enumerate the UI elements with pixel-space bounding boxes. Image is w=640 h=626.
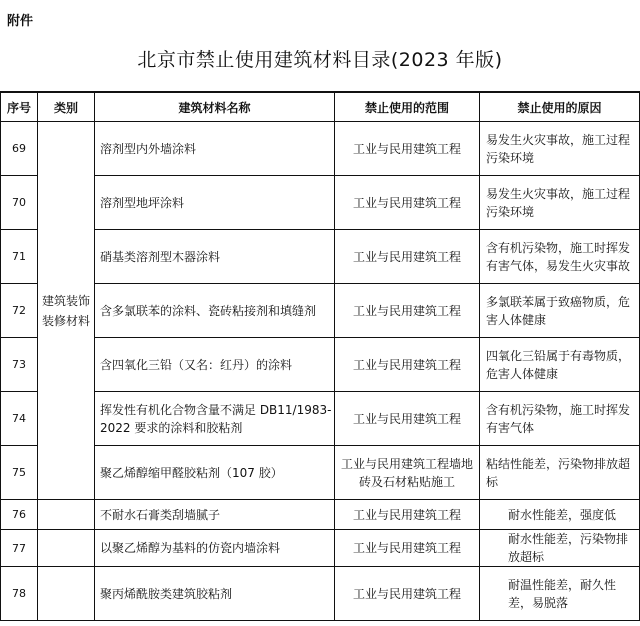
prohibited-reason: 多氯联苯属于致癌物质，危害人体健康 (480, 284, 640, 338)
prohibited-reason: 耐温性能差，耐久性差，易脱落 (480, 567, 640, 621)
material-name: 硝基类溶剂型木器涂料 (95, 230, 335, 284)
material-name: 挥发性有机化合物含量不满足 DB11/1983-2022 要求的涂料和胶粘剂 (95, 392, 335, 446)
row-no: 69 (1, 122, 38, 176)
table-row (1, 284, 640, 338)
table-row (1, 230, 640, 284)
prohibited-scope: 工业与民用建筑工程 (335, 338, 480, 392)
column-header-no: 序号 (1, 93, 38, 122)
table-row (1, 392, 640, 446)
row-no: 70 (1, 176, 38, 230)
material-name: 溶剂型内外墙涂料 (95, 122, 335, 176)
column-header-name: 建筑材料名称 (95, 93, 335, 122)
row-no: 78 (1, 567, 38, 621)
prohibited-reason: 含有机污染物，施工时挥发有害气体 (480, 392, 640, 446)
category-cell-continued (38, 567, 95, 621)
prohibited-reason: 易发生火灾事故，施工过程污染环境 (480, 176, 640, 230)
table-row (1, 176, 640, 230)
prohibited-reason: 粘结性能差，污染物排放超标 (480, 446, 640, 500)
prohibited-reason: 四氧化三铅属于有毒物质，危害人体健康 (480, 338, 640, 392)
prohibited-scope: 工业与民用建筑工程 (335, 500, 480, 530)
prohibited-scope: 工业与民用建筑工程 (335, 392, 480, 446)
table-row (1, 338, 640, 392)
row-no: 73 (1, 338, 38, 392)
material-name: 溶剂型地坪涂料 (95, 176, 335, 230)
category-cell: 建筑装饰装修材料 (38, 122, 95, 500)
attachment-label: 附件 (7, 14, 34, 29)
page-title: 北京市禁止使用建筑材料目录(2023 年版) (137, 49, 503, 71)
row-no: 71 (1, 230, 38, 284)
row-no: 76 (1, 500, 38, 530)
material-name: 含四氧化三铅（又名：红丹）的涂料 (95, 338, 335, 392)
prohibited-scope: 工业与民用建筑工程 (335, 176, 480, 230)
row-no: 77 (1, 530, 38, 567)
material-name: 不耐水石膏类刮墙腻子 (95, 500, 335, 530)
materials-table (0, 91, 640, 626)
prohibited-reason: 含有机污染物，施工时挥发有害气体，易发生火灾事故 (480, 230, 640, 284)
column-header-scope: 禁止使用的范围 (335, 93, 480, 122)
row-no: 74 (1, 392, 38, 446)
table-row (1, 567, 640, 621)
material-name: 聚乙烯醇缩甲醛胶粘剂（107 胶） (95, 446, 335, 500)
prohibited-scope: 工业与民用建筑工程 (335, 530, 480, 567)
table-row (1, 500, 640, 530)
column-header-category: 类别 (38, 93, 95, 122)
table-row (1, 446, 640, 500)
material-name: 聚丙烯酰胺类建筑胶粘剂 (95, 567, 335, 621)
column-header-reason: 禁止使用的原因 (480, 93, 640, 122)
prohibited-reason: 耐水性能差，强度低 (480, 500, 640, 530)
prohibited-reason: 易发生火灾事故，施工过程污染环境 (480, 122, 640, 176)
prohibited-scope: 工业与民用建筑工程 (335, 122, 480, 176)
prohibited-scope: 工业与民用建筑工程 (335, 230, 480, 284)
row-no: 72 (1, 284, 38, 338)
category-cell-continued (38, 500, 95, 530)
prohibited-scope: 工业与民用建筑工程 (335, 284, 480, 338)
table-row (1, 122, 640, 176)
table-header-row (1, 93, 640, 122)
category-cell-continued (38, 530, 95, 567)
material-name: 以聚乙烯醇为基料的仿瓷内墙涂料 (95, 530, 335, 567)
prohibited-reason: 耐水性能差，污染物排放超标 (480, 530, 640, 567)
material-name: 含多氯联苯的涂料、瓷砖粘接剂和填缝剂 (95, 284, 335, 338)
table-row (1, 530, 640, 567)
prohibited-scope: 工业与民用建筑工程 (335, 567, 480, 621)
prohibited-scope: 工业与民用建筑工程墙地砖及石材粘贴施工 (335, 446, 480, 500)
row-no: 75 (1, 446, 38, 500)
